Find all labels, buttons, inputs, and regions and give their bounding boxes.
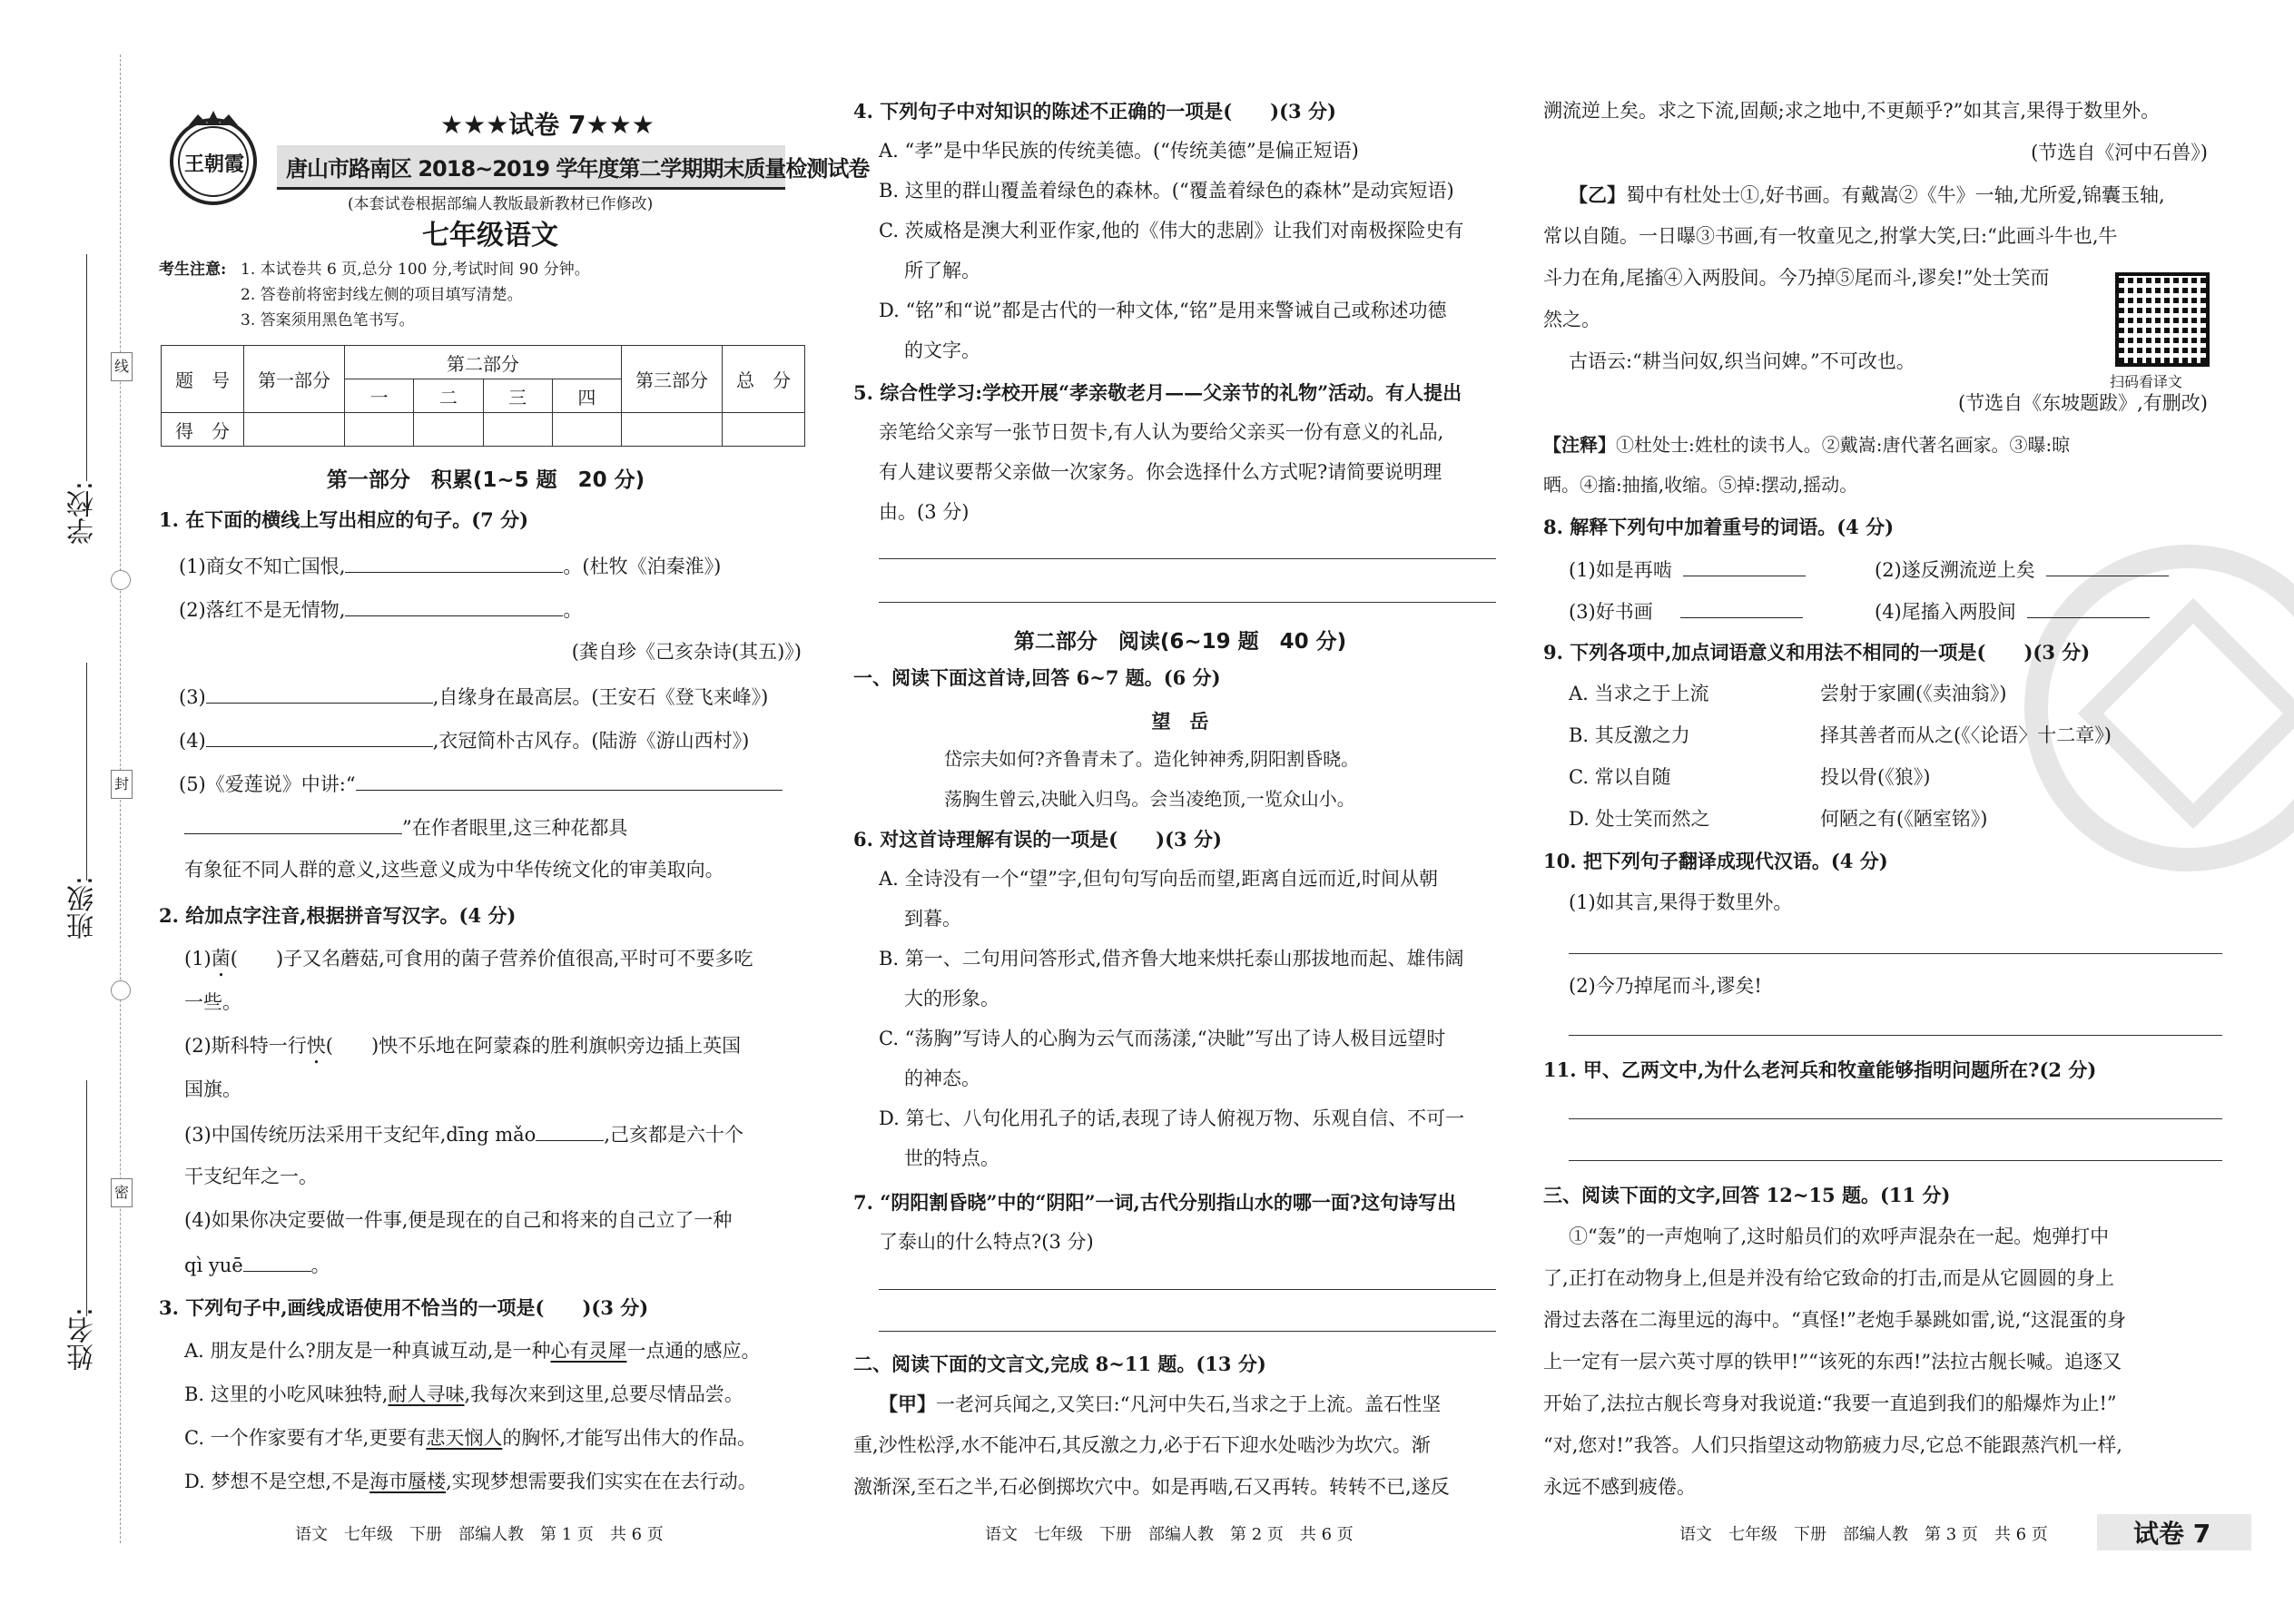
section1-heading: 一、阅读下面这首诗,回答 6~7 题。(6 分) — [853, 666, 1221, 689]
q1-2 — [179, 595, 582, 624]
q9-stem: 9. 下列各项中,加点词语意义和用法不相同的一项是( )(3 分) — [1543, 641, 2091, 664]
q5-line-4: 由。(3 分) — [879, 501, 970, 523]
seal-line — [120, 54, 121, 1543]
answer-line[interactable] — [879, 1289, 1496, 1290]
score-cell[interactable] — [723, 413, 805, 447]
notice-1: 1. 本试卷共 6 页,总分 100 分,考试时间 90 分钟。 — [241, 261, 590, 279]
th-part2: 第二部分 — [345, 346, 622, 379]
q1-2-prompt: (2)落红不是无情物, — [179, 599, 346, 621]
q3-c-idiom: 悲天悯人 — [426, 1427, 503, 1449]
answer-blank[interactable] — [206, 683, 433, 704]
score-cell[interactable] — [244, 413, 345, 447]
score-cell[interactable] — [622, 413, 723, 447]
q6-option-b[interactable]: B. 第一、二句用问答形式,借齐鲁大地来烘托泰山那拔地而起、雄伟阔 — [879, 948, 1464, 969]
q3-option-d[interactable] — [184, 1469, 757, 1495]
subject-title: 七年级语文 — [422, 220, 558, 251]
q6-option-c-cont: 的神态。 — [904, 1068, 980, 1089]
q1-5-prompt: (5)《爱莲说》中讲:“ — [179, 773, 356, 795]
q3-a-idiom: 心有灵犀 — [550, 1340, 627, 1362]
page-1-footer: 语文 七年级 下册 部编人教 第 1 页 共 6 页 — [295, 1525, 664, 1544]
notice-label: 考生注意: — [159, 261, 227, 279]
passage-para-5: 开始了,法拉古舰长弯身对我说道:“我要一直追到我们的船爆炸为止!” — [1543, 1393, 2117, 1414]
q2-1 — [184, 946, 753, 981]
answer-line[interactable] — [1569, 1118, 2222, 1119]
footer-tag: 试卷 7 — [2133, 1519, 2211, 1549]
answer-blank[interactable] — [2027, 597, 2150, 618]
q6-option-d[interactable]: D. 第七、八句化用孔子的话,表现了诗人俯视万物、乐观自信、不可一 — [879, 1107, 1465, 1129]
q2-3-pre: (3)中国传统历法采用干支纪年,dīng mǎo — [184, 1124, 537, 1146]
passage-para-2: 了,正打在动物身上,但是并没有给它致命的打击,而是从它圆圆的身上 — [1543, 1267, 2115, 1289]
watermark-seal — [2024, 545, 2294, 871]
q2-1-num: (1) — [184, 948, 212, 969]
answer-line[interactable] — [1569, 953, 2222, 954]
q1-3-text: ,自缘身在最高层。(王安石《登飞来峰》) — [432, 686, 769, 708]
answer-blank[interactable] — [2046, 556, 2169, 576]
q6-option-b-cont: 大的形象。 — [904, 988, 999, 1009]
q2-4-pinyin: qì yuē — [184, 1255, 243, 1276]
q2-3 — [184, 1120, 743, 1148]
answer-line[interactable] — [879, 558, 1496, 559]
school-label: 学校: — [67, 481, 99, 546]
q1-1-prompt: (1)商女不知亡国恨, — [179, 556, 346, 577]
th-part1: 第一部分 — [244, 346, 345, 413]
q1-5-end: 有象征不同人群的意义,这些意义成为中华传统文化的审美取向。 — [184, 859, 724, 881]
q7-stem: 7. “阴阳割昏晓”中的“阴阳”一词,古代分别指山水的哪一面?这句诗写出 — [853, 1191, 1457, 1214]
notes-text: ①杜处士:姓杜的读书人。②戴嵩:唐代著名画家。③曝:晾 — [1616, 434, 2071, 456]
q1-4-text: ,衣冠简朴古风存。(陆游《游山西村》) — [432, 730, 750, 752]
q4-option-a[interactable]: A. “孝”是中华民族的传统美德。(“传统美德”是偏正短语) — [879, 140, 1359, 162]
answer-blank[interactable] — [184, 813, 402, 834]
q2-stem: 2. 给加点字注音,根据拼音写汉字。(4 分) — [159, 904, 517, 927]
answer-line[interactable] — [879, 602, 1496, 603]
passage-yi-text: 蜀中有杜处士①,好书画。有戴嵩②《牛》一轴,尤所爱,锦囊玉轴, — [1626, 184, 2165, 206]
answer-blank[interactable] — [536, 1120, 604, 1141]
part1-heading: 第一部分 积累(1~5 题 20 分) — [326, 468, 645, 492]
name-field-line[interactable] — [86, 1080, 87, 1316]
q1-stem: 1. 在下面的横线上写出相应的句子。(7 分) — [159, 508, 529, 531]
q6-option-a[interactable]: A. 全诗没有一个“望”字,但句句写向岳而望,距离自远而近,时间从朝 — [879, 868, 1439, 890]
q5-stem: 5. 综合性学习:学校开展“孝亲敬老月——父亲节的礼物”活动。有人提出 — [853, 381, 1462, 404]
q3-a-post: 一点通的感应。 — [626, 1340, 761, 1362]
score-cell[interactable] — [414, 413, 483, 447]
q2-3-cont: 干支纪年之一。 — [184, 1166, 318, 1187]
q3-b-idiom: 耐人寻味 — [388, 1383, 465, 1405]
q3-option-a[interactable] — [184, 1338, 760, 1364]
answer-line[interactable] — [1569, 1035, 2222, 1036]
q8-1 — [1569, 556, 1806, 584]
answer-line[interactable] — [1569, 1160, 2222, 1161]
q9-option-c[interactable]: C. 常以自随 — [1569, 766, 1671, 788]
notice-2: 2. 答卷前将密封线左侧的项目填写清楚。 — [241, 286, 523, 304]
binding-hole-bottom — [111, 980, 131, 1000]
q8-stem: 8. 解释下列句中加着重号的词语。(4 分) — [1543, 516, 1895, 538]
q3-a-pre: A. 朋友是什么?朋友是一种真诚互动,是一种 — [184, 1340, 551, 1362]
q4-option-b[interactable]: B. 这里的群山覆盖着绿色的森林。(“覆盖着绿色的森林”是动宾短语) — [879, 180, 1454, 202]
notes-label: 【注释】 — [1543, 434, 1616, 456]
name-label: 姓名: — [67, 1307, 99, 1372]
poem-line-2: 荡胸生曾云,决眦入归鸟。会当凌绝顶,一览众山小。 — [944, 788, 1355, 810]
q7-line-2: 了泰山的什么特点?(3 分) — [879, 1231, 1094, 1253]
q5-line-3: 有人建议要帮父亲做一次家务。你会选择什么方式呢?请简要说明理 — [879, 461, 1442, 483]
answer-blank[interactable] — [1683, 556, 1806, 576]
logo-text: 王朝霞 — [183, 153, 244, 176]
q9-option-a-compare: 尝射于家圃(《卖油翁》) — [1820, 683, 2007, 704]
passage-yi-source: (节选自《东坡题跋》,有删改) — [1957, 392, 2208, 414]
q5-line-2: 亲笔给父亲写一张节日贺卡,有人认为要给父亲买一份有意义的礼品, — [879, 421, 1444, 443]
notice-3: 3. 答案须用黑色笔书写。 — [241, 311, 415, 330]
q2-2-dotted: 怏 — [306, 1035, 326, 1057]
answer-blank[interactable] — [345, 595, 563, 616]
answer-blank[interactable] — [345, 552, 563, 573]
q1-4 — [179, 726, 749, 754]
q1-2-end: 。 — [563, 599, 583, 621]
school-field-line[interactable] — [86, 254, 87, 481]
th-part3: 第三部分 — [622, 346, 723, 413]
page-3-column — [1543, 0, 2251, 1624]
binding-strip — [0, 0, 154, 1624]
page-2-footer: 语文 七年级 下册 部编人教 第 2 页 共 6 页 — [985, 1525, 1354, 1544]
th-sub-2: 二 — [414, 379, 483, 413]
q9-option-d[interactable]: D. 处士笑而然之 — [1569, 808, 1710, 830]
passage-para-3: 滑过去落在二海里远的海中。“真怪!”老炮手暴跳如雷,说,“这混蛋的身 — [1543, 1309, 2126, 1331]
q2-1-dotted: 菌 — [211, 948, 231, 969]
q11-stem: 11. 甲、乙两文中,为什么老河兵和牧童能够指明问题所在?(2 分) — [1543, 1058, 2097, 1081]
q4-option-c[interactable]: C. 茨威格是澳大利亚作家,他的《伟大的悲剧》让我们对南极探险史有 — [879, 220, 1464, 241]
q3-d-pre: D. 梦想不是空想,不是 — [184, 1471, 370, 1492]
q3-b-post: ,我每次来到这里,总要尽情品尝。 — [464, 1383, 743, 1405]
q6-stem: 6. 对这首诗理解有误的一项是( )(3 分) — [853, 828, 1222, 851]
th-sub-4: 四 — [552, 379, 621, 413]
q6-option-d-cont: 世的特点。 — [904, 1147, 999, 1169]
answer-blank[interactable] — [1680, 597, 1803, 618]
paper-number: ★★★试卷 7★★★ — [440, 110, 655, 140]
class-field-line[interactable] — [86, 663, 87, 881]
passage-yi-label: 【乙】 — [1569, 183, 1626, 206]
passage-para-6: “对,您对!”我答。人们只指望这动物筋疲力尽,它总不能跟蒸汽机一样, — [1543, 1434, 2122, 1456]
q1-4-prompt: (4) — [179, 730, 206, 752]
passage-para-7: 永远不感到疲倦。 — [1543, 1476, 1696, 1498]
q3-b-pre: B. 这里的小吃风味独特, — [184, 1383, 389, 1405]
passage-jia-4: 溯流逆上矣。求之下流,固颠;求之地中,不更颠乎?”如其言,果得于数里外。 — [1543, 100, 2161, 122]
q2-2-text: ( )怏不乐地在阿蒙森的胜利旗帜旁边插上英国 — [325, 1035, 742, 1057]
section2-heading: 二、阅读下面的文言文,完成 8~11 题。(13 分) — [853, 1353, 1266, 1375]
q9-option-d-compare: 何陋之有(《陋室铭》) — [1820, 808, 1988, 830]
passage-jia-text: 一老河兵闻之,又笑曰:“凡河中失石,当求之于上流。盖石性坚 — [936, 1393, 1442, 1415]
q1-1 — [179, 552, 721, 580]
answer-line[interactable] — [879, 1331, 1496, 1332]
score-cell[interactable] — [483, 413, 552, 447]
q1-2-source: (龚自珍《己亥杂诗(其五)》) — [571, 641, 802, 663]
score-row-label: 得 分 — [162, 413, 244, 447]
q1-3-prompt: (3) — [179, 686, 206, 708]
poem-title: 望 岳 — [1151, 710, 1209, 733]
q9-option-c-compare: 投以骨(《狼》) — [1820, 766, 1931, 788]
q1-5-cont — [184, 813, 627, 842]
q2-3-text: ,己亥都是六十个 — [604, 1124, 743, 1146]
answer-blank[interactable] — [356, 770, 783, 791]
passage-yi-1 — [1569, 182, 2165, 209]
q2-4-end: 。 — [310, 1255, 330, 1276]
class-label: 班级: — [67, 876, 99, 940]
q9-option-b[interactable]: B. 其反激之力 — [1569, 724, 1690, 746]
q2-4: (4)如果你决定要做一件事,便是现在的自己和将来的自己立了一种 — [184, 1209, 733, 1231]
passage-yi-5: 古语云:“耕当问奴,织当问婢。”不可改也。 — [1569, 350, 1915, 372]
q3-option-c[interactable] — [184, 1425, 756, 1452]
seal-char-secret: 密 — [111, 1178, 133, 1207]
q10-1: (1)如其言,果得于数里外。 — [1569, 891, 1793, 913]
answer-blank[interactable] — [243, 1251, 311, 1272]
q6-option-c[interactable]: C. “荡胸”写诗人的心胸为云气而荡漾,“决眦”写出了诗人极目远望时 — [879, 1028, 1446, 1049]
passage-yi-3: 斗力在角,尾搐④入两股间。今乃掉⑤尾而斗,谬矣!”处士笑而 — [1543, 267, 2050, 289]
q4-option-d[interactable]: D. “铭”和“说”都是古代的一种文体,“铭”是用来警诫自己或称述功德 — [879, 300, 1447, 321]
qr-caption: 扫码看译文 — [2110, 373, 2183, 390]
q8-4-text: (4)尾搐入两股间 — [1875, 601, 2016, 623]
q3-option-b[interactable] — [184, 1382, 743, 1408]
score-cell[interactable] — [552, 413, 621, 447]
q8-4 — [1875, 597, 2150, 625]
th-sub-1: 一 — [345, 379, 414, 413]
q4-stem: 4. 下列句子中对知识的陈述不正确的一项是( )(3 分) — [853, 100, 1336, 123]
q9-option-b-compare: 择其善者而从之(《〈论语〉十二章》) — [1820, 724, 2112, 746]
q2-2-cont: 国旗。 — [184, 1078, 241, 1100]
passage-para-4: 上一定有一层六英寸厚的铁甲!”“该死的东西!”法拉古舰长喊。追逐又 — [1543, 1351, 2122, 1373]
section3-heading: 三、阅读下面的文字,回答 12~15 题。(11 分) — [1543, 1184, 1951, 1206]
q4-option-c-cont: 所了解。 — [904, 260, 980, 281]
passage-jia-3: 激渐深,至石之半,石必倒掷坎穴中。如是再啮,石又再转。转转不已,遂反 — [853, 1476, 1450, 1498]
q10-stem: 10. 把下列句子翻译成现代汉语。(4 分) — [1543, 850, 1888, 872]
page-2-column — [853, 0, 1507, 1624]
q4-option-d-cont: 的文字。 — [904, 340, 980, 361]
q2-1-text: ( )子又名蘑菇,可食用的菌子营养价值很高,平时可不要多吃 — [230, 948, 753, 969]
q8-1-text: (1)如是再啮 — [1569, 559, 1672, 581]
notes-line-1 — [1543, 432, 2070, 458]
seal-char-seal: 封 — [111, 770, 133, 799]
q1-5 — [179, 770, 783, 798]
edition-note: (本套试卷根据部编人教版最新教材已作修改) — [348, 195, 654, 213]
q10-2: (2)今乃掉尾而斗,谬矣! — [1569, 975, 1762, 997]
passage-yi-2: 常以自随。一日曝③书画,有一牧童见之,拊掌大笑,曰:“此画斗牛也,牛 — [1543, 225, 2118, 247]
q9-option-a[interactable]: A. 当求之于上流 — [1569, 683, 1709, 704]
q6-option-a-cont: 到暮。 — [904, 908, 961, 930]
score-cell[interactable] — [345, 413, 414, 447]
q8-2-text: (2)遂反溯流逆上矣 — [1875, 559, 2035, 581]
score-table — [161, 345, 805, 447]
q2-4-cont — [184, 1251, 330, 1279]
page-3-footer: 语文 七年级 下册 部编人教 第 3 页 共 6 页 — [1679, 1525, 2048, 1544]
passage-jia-source: (节选自《河中石兽》) — [2031, 142, 2208, 163]
q8-3-text: (3)好书画 — [1569, 601, 1653, 623]
q3-c-post: 的胸怀,才能写出伟大的作品。 — [502, 1427, 757, 1449]
poem-line-1: 岱宗夫如何?齐鲁青未了。造化钟神秀,阴阳割昏晓。 — [944, 748, 1360, 770]
page-1-column — [159, 0, 870, 1624]
passage-jia-2: 重,沙性松浮,水不能冲石,其反激之力,必于石下迎水处啮沙为坎穴。渐 — [853, 1434, 1431, 1456]
notes-line-2: 晒。④搐:抽搐,收缩。⑤掉:摆动,摇动。 — [1543, 474, 1858, 496]
th-sub-3: 三 — [483, 379, 552, 413]
q8-3 — [1569, 597, 1803, 625]
th-number: 题 号 — [162, 346, 244, 413]
q1-1-source: 。(杜牧《泊秦淮》) — [563, 556, 722, 577]
th-total: 总 分 — [723, 346, 805, 413]
passage-jia-label: 【甲】 — [879, 1393, 936, 1415]
passage-jia-1 — [879, 1391, 1441, 1418]
q3-c-pre: C. 一个作家要有才华,更要有 — [184, 1427, 427, 1449]
q2-1-cont: 一些。 — [184, 991, 241, 1013]
answer-blank[interactable] — [206, 726, 433, 747]
q3-stem: 3. 下列句子中,画线成语使用不恰当的一项是( )(3 分) — [159, 1296, 649, 1319]
q2-2 — [184, 1033, 741, 1068]
q2-2-pre: (2)斯科特一行 — [184, 1035, 307, 1057]
seal-char-line: 线 — [111, 352, 133, 381]
passage-yi-4: 然之。 — [1543, 309, 1600, 330]
q3-d-post: ,实现梦想需要我们实实在在去行动。 — [446, 1471, 757, 1492]
q3-d-idiom: 海市蜃楼 — [369, 1471, 447, 1492]
part2-heading: 第二部分 阅读(6~19 题 40 分) — [1013, 630, 1347, 654]
q1-3 — [179, 683, 768, 711]
qr-code[interactable] — [2115, 272, 2210, 367]
exam-title: 唐山市路南区 2018~2019 学年度第二学期期末质量检测试卷 — [286, 156, 870, 182]
publisher-logo — [162, 107, 266, 212]
q8-2 — [1875, 556, 2169, 584]
binding-hole-top — [111, 570, 131, 590]
passage-para-1: ①“轰”的一声炮响了,这时船员们的欢呼声混杂在一起。炮弹打中 — [1569, 1225, 2110, 1247]
q1-5-text: ”在作者眼里,这三种花都具 — [402, 817, 628, 839]
